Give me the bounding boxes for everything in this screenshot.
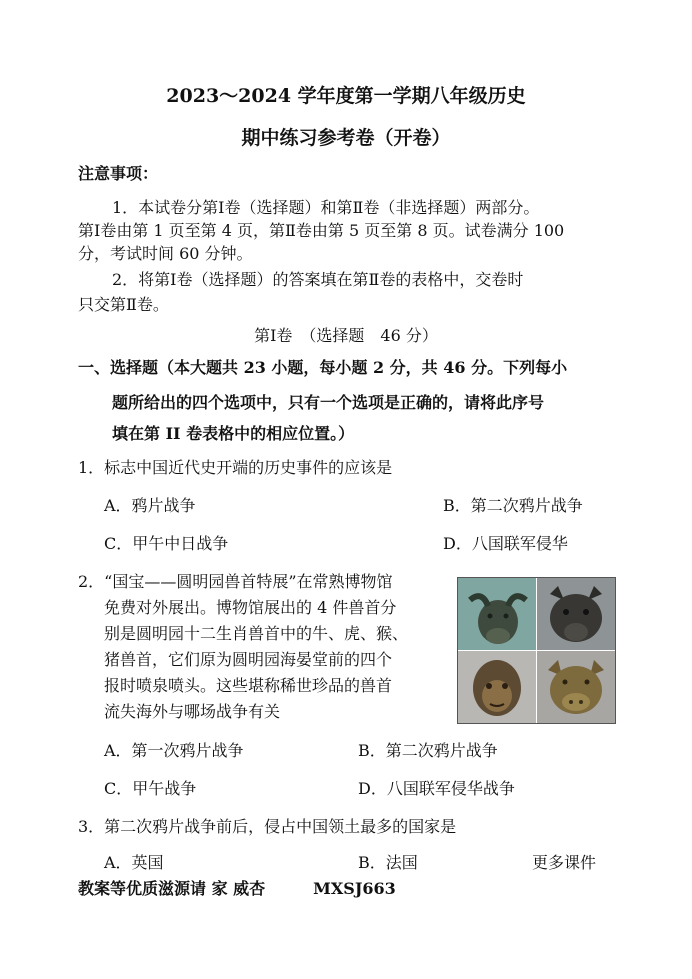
question-2-stem-line3: 别是圆明园十二生肖兽首中的牛、虎、猴、 xyxy=(104,624,409,643)
part-instruction-line3: 填在第 II 卷表格中的相应位置。） xyxy=(112,424,355,443)
section-heading: 第Ⅰ卷 （选择题 46 分） xyxy=(254,326,438,345)
zodiac-heads-photo xyxy=(457,577,616,724)
question-1-option-a: A．鸦片战争 xyxy=(104,496,196,515)
question-2-option-c: C．甲午战争 xyxy=(104,779,197,798)
question-2-stem-line1: 2．“国宝——圆明园兽首特展”在常熟博物馆 xyxy=(78,572,393,591)
notice-item2-line2: 只交第Ⅱ卷。 xyxy=(78,295,169,314)
tiger-head-image xyxy=(537,578,615,650)
watermark-bottom-text: 教案等优质滋源请 家 威杏 MXSJ663 xyxy=(78,879,396,898)
title-line-1: 2023～2024 学年度第一学期八年级历史 xyxy=(166,85,526,107)
question-1-option-b: B．第二次鸦片战争 xyxy=(443,496,583,515)
question-2-option-d: D．八国联军侵华战争 xyxy=(358,779,515,798)
notice-item1-line3: 分，考试时间 60 分钟。 xyxy=(78,244,253,263)
pig-head-image xyxy=(537,651,615,723)
part-instruction-line2: 题所给出的四个选项中，只有一个选项是正确的，请将此序号 xyxy=(112,393,545,412)
question-2-stem-line4: 猪兽首，它们原为圆明园海晏堂前的四个 xyxy=(104,650,393,669)
notice-item1-line2: 第Ⅰ卷由第 1 页至第 4 页，第Ⅱ卷由第 5 页至第 8 页。试卷满分 100 xyxy=(78,221,565,240)
part-instruction-line1: 一、选择题（本大题共 23 小题，每小题 2 分，共 46 分。下列每小 xyxy=(78,358,568,377)
question-3-stem: 3．第二次鸦片战争前后，侵占中国领土最多的国家是 xyxy=(78,817,457,836)
question-1-option-c: C．甲午中日战争 xyxy=(104,534,229,553)
notice-heading: 注意事项： xyxy=(78,164,159,183)
question-3-option-a: A．英国 xyxy=(104,853,164,872)
question-1-option-d: D．八国联军侵华 xyxy=(443,534,568,553)
title-line-2: 期中练习参考卷（开卷） xyxy=(241,127,451,149)
question-2-stem-line5: 报时喷泉喷头。这些堪称稀世珍品的兽首 xyxy=(104,676,393,695)
ox-head-image xyxy=(458,578,536,650)
question-2-stem-line6: 流失海外与哪场战争有关 xyxy=(104,702,281,721)
notice-item1-line1: 1．本试卷分第Ⅰ卷（选择题）和第Ⅱ卷（非选择题）两部分。 xyxy=(112,198,540,217)
question-2-stem-line2: 免费对外展出。博物馆展出的 4 件兽首分 xyxy=(104,598,397,617)
question-1-stem: 1．标志中国近代史开端的历史事件的应该是 xyxy=(78,458,393,477)
watermark-right-text: 更多课件 xyxy=(532,853,597,872)
question-2-option-b: B．第二次鸦片战争 xyxy=(358,741,498,760)
notice-item2-line1: 2．将第Ⅰ卷（选择题）的答案填在第Ⅱ卷的表格中，交卷时 xyxy=(112,270,524,289)
monkey-head-image xyxy=(458,651,536,723)
question-3-option-b: B．法国 xyxy=(358,853,418,872)
question-2-option-a: A．第一次鸦片战争 xyxy=(104,741,244,760)
